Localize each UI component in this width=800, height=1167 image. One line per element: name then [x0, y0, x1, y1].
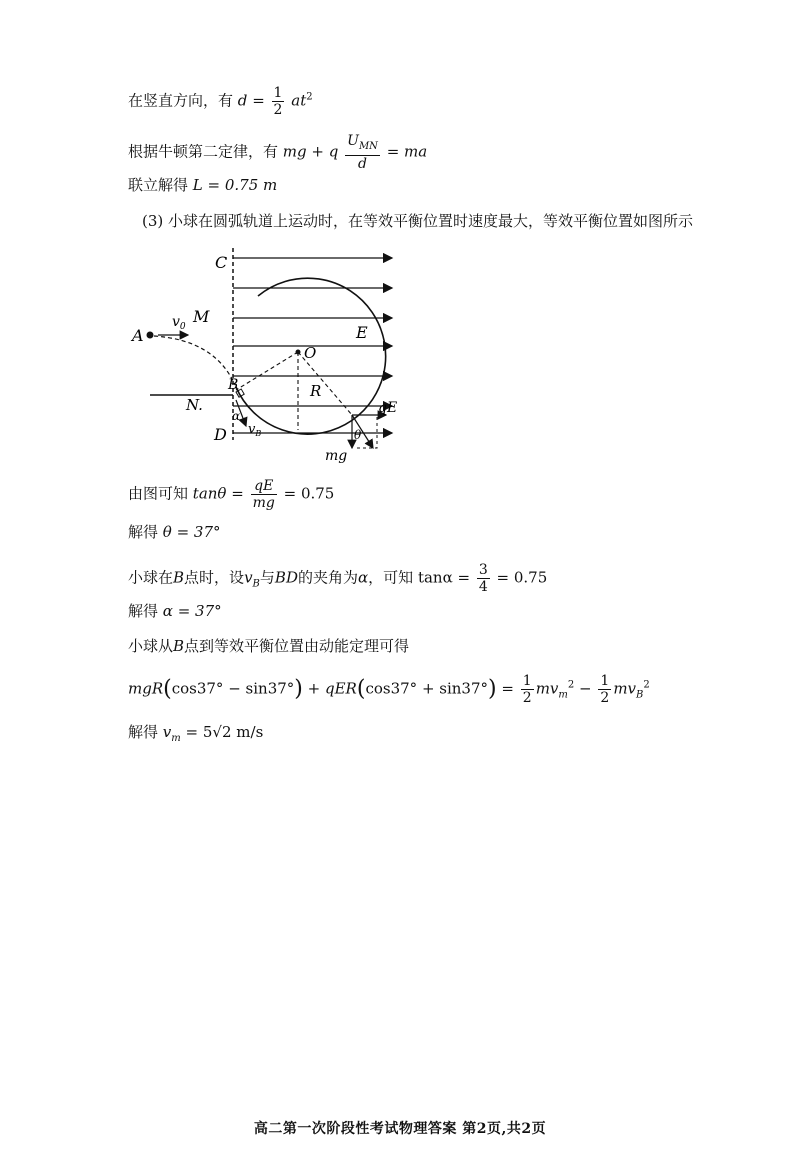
line-energy-equation: mgR(cos37° − sin37°) + qER(cos37° + sin37°) = $\frac{1}{2}$ $mv_m^2$ − $\frac{1}{2}$ $mv_B^2$	[128, 673, 650, 706]
line-part3-intro: (3) 小球在圆弧轨道上运动时，在等效平衡位置时速度最大，等效平衡位置如图所示	[142, 212, 694, 230]
label-qE: qE	[378, 400, 398, 416]
fraction-qE-mg: $\frac{qE}{mg}$	[252, 478, 275, 511]
line-solve-L: 联立解得 L = 0.75 m	[128, 176, 278, 194]
line-vm-result: 解得 $v_m = 5√2$ m/s	[128, 723, 264, 744]
fraction-umn-d: $\frac{U_{MN}}{d}$	[347, 133, 378, 172]
label-D: D	[214, 425, 227, 444]
trajectory-path	[154, 336, 235, 385]
label-alpha: α	[232, 409, 241, 423]
label-B: B	[228, 377, 239, 393]
fraction-half: $\frac{1}{2}$	[273, 85, 283, 118]
label-N: N.	[186, 396, 203, 414]
label-vB: $v_B$	[248, 422, 262, 438]
point-A	[147, 332, 154, 339]
label-E: E	[356, 323, 368, 342]
fraction-three-quarters: $\frac{3}{4}$	[478, 562, 488, 595]
label-v0: $v_0$	[172, 314, 186, 332]
label-A: A	[132, 326, 144, 345]
label-O: O	[304, 344, 317, 362]
line-energy-theorem: 小球从B点到等效平衡位置由动能定理可得	[128, 637, 410, 655]
line-tan-theta: 由图可知 tanθ = $\frac{qE}{mg}$ = 0.75	[128, 478, 335, 511]
label-theta: θ	[354, 428, 362, 442]
radius-OB	[236, 352, 298, 390]
physics-diagram	[120, 240, 410, 465]
page-footer: 高二第一次阶段性考试物理答案 第2页,共2页	[253, 1121, 547, 1137]
line-theta-result: 解得 θ = 37°	[128, 523, 221, 541]
line-alpha-result: 解得 α = 37°	[128, 602, 222, 620]
label-M: M	[193, 307, 210, 326]
line-newton-second-law: 根据牛顿第二定律，有 mg + q $\frac{U_{MN}}{d}$ = ma	[128, 133, 428, 172]
label-C: C	[215, 253, 228, 272]
line-alpha-condition: 小球在B点时，设$v_B$与BD的夹角为α，可知 tanα = $\frac{3}{4}$ = 0.75	[128, 562, 548, 595]
line-vertical-motion: 在竖直方向，有 d = $\frac{1}{2}$ $at^2$	[128, 85, 313, 118]
label-R: R	[310, 382, 322, 400]
label-mg: mg	[325, 448, 348, 464]
